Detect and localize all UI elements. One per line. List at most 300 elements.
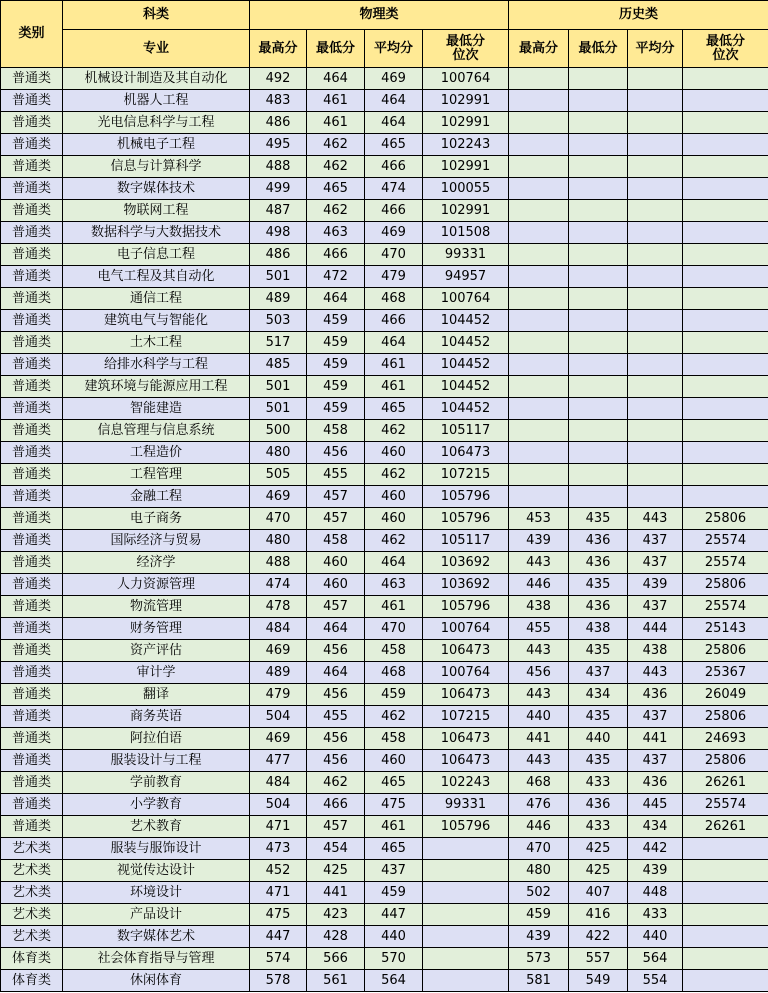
physics-max-cell: 469 (250, 728, 307, 750)
physics-max-cell: 574 (250, 948, 307, 970)
physics-avg-cell: 461 (365, 354, 423, 376)
history-min-cell (569, 398, 628, 420)
table-row (1, 750, 768, 772)
history-max-cell (509, 376, 569, 398)
physics-min-cell: 456 (307, 750, 365, 772)
history-avg-cell (628, 332, 683, 354)
physics-min-cell: 462 (307, 134, 365, 156)
category-cell: 艺术类 (1, 860, 63, 882)
history-min-cell (569, 442, 628, 464)
table-row (1, 530, 768, 552)
physics-rank-cell: 102243 (423, 134, 509, 156)
physics-max-cell: 469 (250, 486, 307, 508)
category-cell: 体育类 (1, 970, 63, 992)
history-max-cell: 470 (509, 838, 569, 860)
physics-avg-cell: 458 (365, 728, 423, 750)
physics-rank-cell: 106473 (423, 684, 509, 706)
physics-rank-cell: 105796 (423, 486, 509, 508)
physics-avg-cell: 447 (365, 904, 423, 926)
physics-max-cell: 501 (250, 376, 307, 398)
history-max-cell (509, 200, 569, 222)
physics-rank-cell: 104452 (423, 310, 509, 332)
category-cell: 普通类 (1, 332, 63, 354)
physics-min-cell: 425 (307, 860, 365, 882)
history-min-cell (569, 90, 628, 112)
physics-min-cell: 566 (307, 948, 365, 970)
history-avg-cell (628, 310, 683, 332)
physics-min-cell: 463 (307, 222, 365, 244)
physics-min-cell: 441 (307, 882, 365, 904)
history-max-cell (509, 354, 569, 376)
major-cell: 视觉传达设计 (63, 860, 250, 882)
physics-max-cell: 501 (250, 398, 307, 420)
physics-rank-cell: 103692 (423, 574, 509, 596)
table-row (1, 706, 768, 728)
physics-avg-cell: 464 (365, 112, 423, 134)
history-avg-header: 平均分 (628, 30, 683, 68)
physics-avg-cell: 479 (365, 266, 423, 288)
history-min-cell (569, 288, 628, 310)
major-cell: 服装设计与工程 (63, 750, 250, 772)
physics-rank-cell: 94957 (423, 266, 509, 288)
physics-avg-cell: 469 (365, 222, 423, 244)
history-min-cell (569, 222, 628, 244)
physics-min-cell: 461 (307, 90, 365, 112)
history-rank-cell: 25806 (683, 706, 768, 728)
history-min-cell: 435 (569, 750, 628, 772)
physics-max-cell: 487 (250, 200, 307, 222)
category-cell: 普通类 (1, 222, 63, 244)
table-row (1, 200, 768, 222)
category-header: 类别 (1, 1, 63, 68)
physics-rank-cell: 102991 (423, 200, 509, 222)
table-row (1, 288, 768, 310)
major-cell: 财务管理 (63, 618, 250, 640)
physics-rank-cell: 104452 (423, 398, 509, 420)
physics-max-header: 最高分 (250, 30, 307, 68)
history-rank-cell (683, 134, 768, 156)
category-cell: 普通类 (1, 464, 63, 486)
physics-avg-cell: 462 (365, 420, 423, 442)
history-avg-cell (628, 354, 683, 376)
history-max-cell (509, 178, 569, 200)
physics-rank-cell: 106473 (423, 442, 509, 464)
table-row (1, 134, 768, 156)
major-cell: 机器人工程 (63, 90, 250, 112)
physics-avg-cell: 437 (365, 860, 423, 882)
physics-min-cell: 455 (307, 706, 365, 728)
history-avg-cell (628, 288, 683, 310)
table-row (1, 354, 768, 376)
major-cell: 阿拉伯语 (63, 728, 250, 750)
physics-rank-cell (423, 838, 509, 860)
table-row (1, 618, 768, 640)
physics-rank-cell: 100764 (423, 68, 509, 90)
physics-avg-cell: 474 (365, 178, 423, 200)
physics-avg-cell: 464 (365, 552, 423, 574)
physics-max-cell: 486 (250, 244, 307, 266)
physics-max-cell: 480 (250, 530, 307, 552)
history-avg-cell (628, 112, 683, 134)
category-cell: 体育类 (1, 948, 63, 970)
history-avg-cell (628, 68, 683, 90)
table-row (1, 486, 768, 508)
physics-min-cell: 455 (307, 464, 365, 486)
major-cell: 机械电子工程 (63, 134, 250, 156)
major-cell: 服装与服饰设计 (63, 838, 250, 860)
physics-min-cell: 462 (307, 156, 365, 178)
physics-avg-cell: 470 (365, 244, 423, 266)
history-min-cell: 407 (569, 882, 628, 904)
physics-min-cell: 459 (307, 398, 365, 420)
history-rank-cell: 25806 (683, 640, 768, 662)
history-min-cell (569, 244, 628, 266)
history-min-cell: 434 (569, 684, 628, 706)
history-max-cell: 480 (509, 860, 569, 882)
history-rank-cell: 25574 (683, 794, 768, 816)
major-cell: 数据科学与大数据技术 (63, 222, 250, 244)
table-row (1, 948, 768, 970)
table-row (1, 838, 768, 860)
major-cell: 电子商务 (63, 508, 250, 530)
physics-avg-cell: 459 (365, 684, 423, 706)
physics-avg-cell: 460 (365, 508, 423, 530)
physics-avg-cell: 464 (365, 332, 423, 354)
physics-min-cell: 464 (307, 68, 365, 90)
physics-max-cell: 504 (250, 706, 307, 728)
table-row (1, 508, 768, 530)
category-cell: 普通类 (1, 772, 63, 794)
major-cell: 社会体育指导与管理 (63, 948, 250, 970)
history-rank-cell: 26049 (683, 684, 768, 706)
history-rank-cell (683, 926, 768, 948)
history-max-cell: 502 (509, 882, 569, 904)
category-cell: 普通类 (1, 244, 63, 266)
category-cell: 普通类 (1, 112, 63, 134)
history-avg-cell: 437 (628, 706, 683, 728)
history-avg-cell (628, 486, 683, 508)
major-cell: 智能建造 (63, 398, 250, 420)
physics-max-cell: 486 (250, 112, 307, 134)
history-max-cell (509, 420, 569, 442)
physics-max-cell: 452 (250, 860, 307, 882)
history-avg-cell (628, 134, 683, 156)
history-rank-cell (683, 860, 768, 882)
major-cell: 学前教育 (63, 772, 250, 794)
physics-min-cell: 472 (307, 266, 365, 288)
physics-rank-cell: 102991 (423, 90, 509, 112)
history-avg-cell (628, 222, 683, 244)
major-cell: 机械设计制造及其自动化 (63, 68, 250, 90)
major-cell: 人力资源管理 (63, 574, 250, 596)
history-max-cell (509, 90, 569, 112)
major-cell: 物联网工程 (63, 200, 250, 222)
history-avg-cell (628, 398, 683, 420)
table-row (1, 640, 768, 662)
history-rank-cell: 26261 (683, 816, 768, 838)
physics-avg-cell: 461 (365, 816, 423, 838)
history-max-cell: 581 (509, 970, 569, 992)
physics-rank-cell: 103692 (423, 552, 509, 574)
history-avg-cell: 436 (628, 772, 683, 794)
physics-min-cell: 457 (307, 816, 365, 838)
category-cell: 艺术类 (1, 904, 63, 926)
history-min-cell (569, 354, 628, 376)
physics-rank-cell: 99331 (423, 244, 509, 266)
history-rank-cell (683, 442, 768, 464)
physics-min-cell: 458 (307, 530, 365, 552)
history-max-cell: 441 (509, 728, 569, 750)
physics-max-cell: 488 (250, 156, 307, 178)
physics-max-cell: 480 (250, 442, 307, 464)
category-cell: 普通类 (1, 156, 63, 178)
history-max-cell: 573 (509, 948, 569, 970)
table-row (1, 376, 768, 398)
physics-max-cell: 503 (250, 310, 307, 332)
history-rank-cell (683, 486, 768, 508)
history-max-cell: 446 (509, 816, 569, 838)
physics-rank-cell (423, 882, 509, 904)
physics-max-cell: 498 (250, 222, 307, 244)
history-max-cell: 439 (509, 530, 569, 552)
physics-avg-cell: 468 (365, 288, 423, 310)
major-cell: 艺术教育 (63, 816, 250, 838)
major-cell: 工程管理 (63, 464, 250, 486)
physics-min-cell: 561 (307, 970, 365, 992)
major-cell: 信息管理与信息系统 (63, 420, 250, 442)
table-row (1, 816, 768, 838)
history-min-cell: 416 (569, 904, 628, 926)
table-row (1, 794, 768, 816)
history-max-cell: 443 (509, 750, 569, 772)
history-rank-cell (683, 244, 768, 266)
history-min-cell (569, 464, 628, 486)
table-row (1, 244, 768, 266)
physics-max-cell: 499 (250, 178, 307, 200)
history-rank-cell: 26261 (683, 772, 768, 794)
history-max-cell: 455 (509, 618, 569, 640)
history-max-cell: 440 (509, 706, 569, 728)
physics-rank-cell (423, 860, 509, 882)
history-max-cell: 453 (509, 508, 569, 530)
history-avg-cell (628, 178, 683, 200)
history-rank-cell (683, 464, 768, 486)
history-min-cell: 436 (569, 596, 628, 618)
physics-rank-cell: 106473 (423, 728, 509, 750)
table-row (1, 112, 768, 134)
history-max-cell: 459 (509, 904, 569, 926)
category-cell: 普通类 (1, 508, 63, 530)
physics-rank-cell (423, 926, 509, 948)
physics-rank-cell: 102991 (423, 112, 509, 134)
physics-rank-cell: 105796 (423, 596, 509, 618)
physics-avg-cell: 465 (365, 838, 423, 860)
table-row (1, 464, 768, 486)
history-rank-cell (683, 838, 768, 860)
subject-header: 科类 (63, 1, 250, 30)
history-min-cell (569, 200, 628, 222)
major-cell: 给排水科学与工程 (63, 354, 250, 376)
major-header: 专业 (63, 30, 250, 68)
history-max-cell (509, 310, 569, 332)
physics-header: 物理类 (250, 1, 509, 30)
physics-min-cell: 459 (307, 354, 365, 376)
physics-min-header: 最低分 (307, 30, 365, 68)
history-avg-cell: 443 (628, 662, 683, 684)
history-max-cell (509, 222, 569, 244)
physics-rank-cell: 102991 (423, 156, 509, 178)
history-rank-cell (683, 288, 768, 310)
physics-avg-cell: 469 (365, 68, 423, 90)
category-cell: 普通类 (1, 178, 63, 200)
history-max-cell (509, 464, 569, 486)
physics-rank-cell: 107215 (423, 464, 509, 486)
history-min-cell: 436 (569, 552, 628, 574)
history-rank-cell (683, 354, 768, 376)
table-row (1, 904, 768, 926)
physics-avg-cell: 459 (365, 882, 423, 904)
physics-min-cell: 464 (307, 662, 365, 684)
category-cell: 普通类 (1, 354, 63, 376)
category-cell: 普通类 (1, 90, 63, 112)
major-cell: 金融工程 (63, 486, 250, 508)
physics-avg-cell: 465 (365, 398, 423, 420)
history-rank-cell: 25574 (683, 552, 768, 574)
major-cell: 经济学 (63, 552, 250, 574)
category-cell: 普通类 (1, 376, 63, 398)
history-max-cell (509, 288, 569, 310)
major-cell: 商务英语 (63, 706, 250, 728)
physics-min-cell: 457 (307, 508, 365, 530)
history-max-cell (509, 332, 569, 354)
history-min-cell (569, 266, 628, 288)
major-cell: 休闲体育 (63, 970, 250, 992)
physics-avg-cell: 570 (365, 948, 423, 970)
physics-avg-cell: 470 (365, 618, 423, 640)
physics-rank-cell (423, 948, 509, 970)
history-max-cell: 438 (509, 596, 569, 618)
category-cell: 普通类 (1, 288, 63, 310)
physics-rank-cell: 99331 (423, 794, 509, 816)
physics-avg-cell: 462 (365, 706, 423, 728)
history-min-cell (569, 156, 628, 178)
history-rank-cell (683, 332, 768, 354)
table-row (1, 442, 768, 464)
category-cell: 普通类 (1, 596, 63, 618)
major-cell: 建筑环境与能源应用工程 (63, 376, 250, 398)
history-max-cell (509, 266, 569, 288)
physics-max-cell: 517 (250, 332, 307, 354)
physics-min-cell: 464 (307, 618, 365, 640)
physics-rank-cell: 106473 (423, 640, 509, 662)
physics-min-cell: 456 (307, 684, 365, 706)
history-avg-cell: 439 (628, 860, 683, 882)
table-row (1, 662, 768, 684)
physics-max-cell: 505 (250, 464, 307, 486)
history-min-cell (569, 310, 628, 332)
physics-max-cell: 471 (250, 816, 307, 838)
physics-rank-cell: 100764 (423, 618, 509, 640)
physics-min-cell: 456 (307, 442, 365, 464)
table-row (1, 596, 768, 618)
history-avg-cell: 437 (628, 552, 683, 574)
physics-avg-cell: 466 (365, 156, 423, 178)
physics-min-cell: 456 (307, 640, 365, 662)
category-cell: 普通类 (1, 442, 63, 464)
history-min-cell: 435 (569, 706, 628, 728)
history-rank-cell: 25367 (683, 662, 768, 684)
physics-max-cell: 492 (250, 68, 307, 90)
physics-rank-cell: 104452 (423, 332, 509, 354)
major-cell: 环境设计 (63, 882, 250, 904)
history-rank-cell (683, 178, 768, 200)
history-rank-cell: 25574 (683, 530, 768, 552)
history-rank-cell (683, 376, 768, 398)
history-avg-cell: 437 (628, 530, 683, 552)
major-cell: 通信工程 (63, 288, 250, 310)
history-min-cell: 433 (569, 772, 628, 794)
physics-avg-cell: 465 (365, 772, 423, 794)
history-avg-cell (628, 442, 683, 464)
history-avg-cell: 436 (628, 684, 683, 706)
physics-min-cell: 462 (307, 772, 365, 794)
physics-max-cell: 485 (250, 354, 307, 376)
history-min-cell: 557 (569, 948, 628, 970)
major-cell: 国际经济与贸易 (63, 530, 250, 552)
physics-rank-cell: 100055 (423, 178, 509, 200)
history-max-header: 最高分 (509, 30, 569, 68)
history-avg-cell: 437 (628, 596, 683, 618)
category-cell: 普通类 (1, 728, 63, 750)
table-row (1, 728, 768, 750)
category-cell: 艺术类 (1, 926, 63, 948)
physics-avg-header: 平均分 (365, 30, 423, 68)
major-cell: 数字媒体艺术 (63, 926, 250, 948)
history-rank-cell: 25574 (683, 596, 768, 618)
history-avg-cell: 445 (628, 794, 683, 816)
category-cell: 普通类 (1, 794, 63, 816)
history-rank-cell: 24693 (683, 728, 768, 750)
table-row (1, 552, 768, 574)
history-rank-cell: 25806 (683, 750, 768, 772)
history-avg-cell: 442 (628, 838, 683, 860)
table-row (1, 420, 768, 442)
history-max-cell (509, 244, 569, 266)
table-row (1, 68, 768, 90)
history-min-cell (569, 178, 628, 200)
physics-avg-cell: 464 (365, 90, 423, 112)
history-avg-cell: 448 (628, 882, 683, 904)
physics-max-cell: 447 (250, 926, 307, 948)
physics-min-cell: 456 (307, 728, 365, 750)
table-row (1, 178, 768, 200)
physics-rank-cell: 105796 (423, 508, 509, 530)
history-max-cell (509, 68, 569, 90)
history-avg-cell: 434 (628, 816, 683, 838)
history-min-cell (569, 420, 628, 442)
physics-max-cell: 474 (250, 574, 307, 596)
history-min-cell: 433 (569, 816, 628, 838)
history-avg-cell: 554 (628, 970, 683, 992)
history-min-cell (569, 134, 628, 156)
physics-rank-header: 最低分 位次 (423, 30, 509, 68)
category-cell: 普通类 (1, 618, 63, 640)
table-row (1, 310, 768, 332)
history-min-cell: 438 (569, 618, 628, 640)
category-cell: 普通类 (1, 68, 63, 90)
history-avg-cell (628, 156, 683, 178)
history-avg-cell (628, 464, 683, 486)
